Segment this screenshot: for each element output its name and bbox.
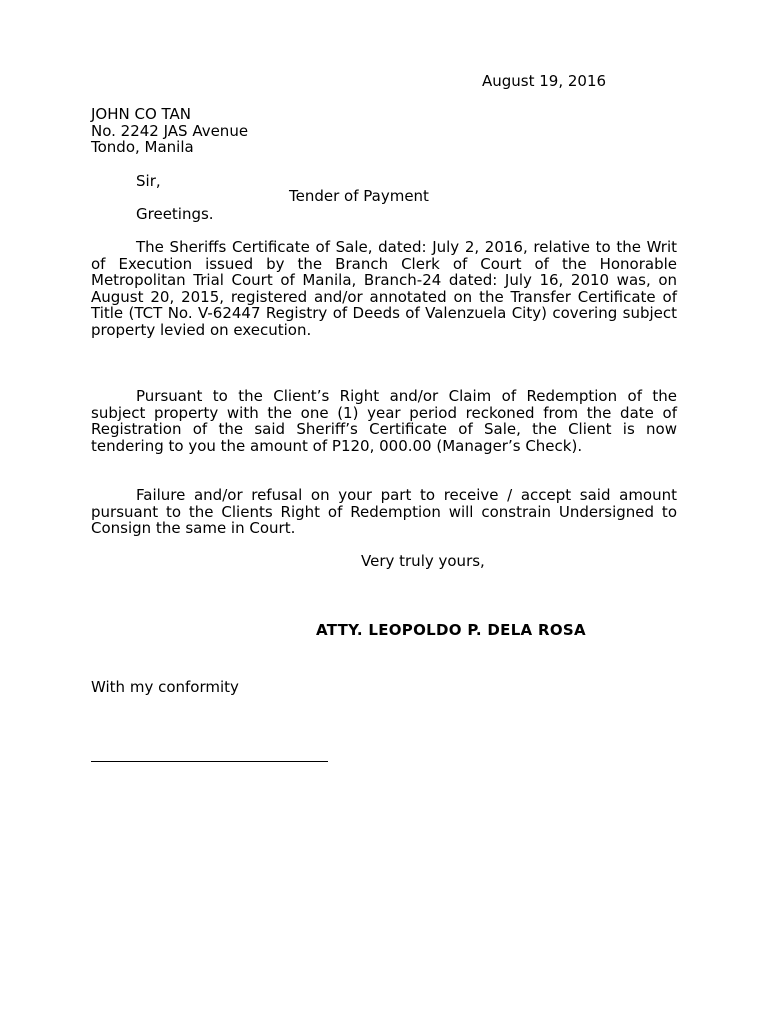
letter-date: August 19, 2016	[482, 72, 607, 90]
body-paragraph-2: Pursuant to the Client’s Right and/or Claim of Redemption of the subject property with the one (1) year period reckoned from the date of Registration of the said Sheriff’s Certificate of Sale, the Client is now tendering to you the amount of P120, 000.00 (Manager’s Check).	[91, 387, 677, 455]
recipient-name: JOHN CO TAN	[91, 105, 192, 123]
signature-line	[91, 761, 328, 762]
signatory-name: ATTY. LEOPOLDO P. DELA ROSA	[316, 621, 586, 639]
conformity-label: With my conformity	[91, 678, 239, 696]
letter-subject: Tender of Payment	[289, 187, 429, 205]
closing: Very truly yours,	[361, 552, 485, 570]
recipient-address-block	[91, 106, 248, 156]
body-paragraph-3: Failure and/or refusal on your part to receive / accept said amount pursuant to the Clients Right of Redemption will constrain Undersigned to Consign the same in Court.	[91, 486, 677, 537]
greeting: Greetings.	[136, 205, 214, 223]
recipient-address-line1: No. 2242 JAS Avenue	[91, 121, 249, 140]
body-paragraph-1: The Sheriffs Certificate of Sale, dated: July 2, 2016, relative to the Writ of Execution issued by the Branch Clerk of Court of the Honorable Metropolitan Trial Court of Manila, Branch-24 dated: July 16, 2010 was, on August 20, 2015, registered and/or annotated on the Transfer Certificate of Title (TCT No. V-62447 Registry of Deeds of Valenzuela City) covering subject property levied on execution.	[91, 238, 677, 339]
recipient-address-line2: Tondo, Manila	[91, 138, 194, 156]
salutation: Sir,	[136, 172, 161, 190]
